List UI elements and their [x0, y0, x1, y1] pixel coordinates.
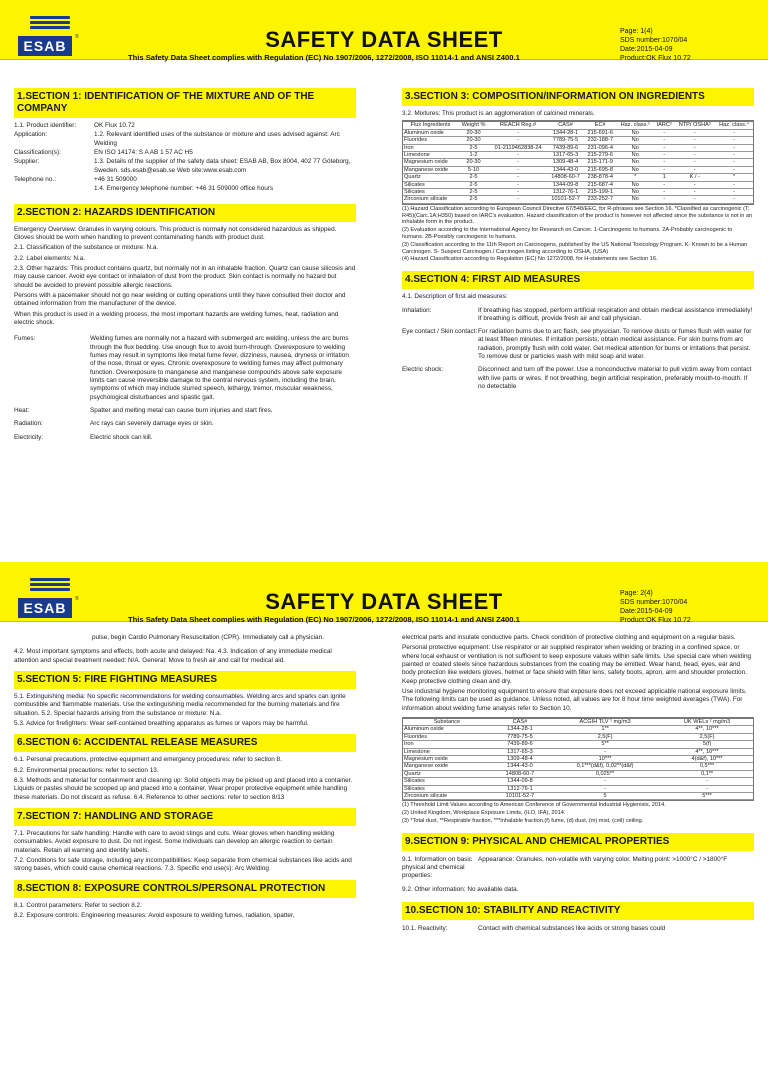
table-row [403, 137, 753, 144]
table-cell: K / - [674, 174, 715, 181]
table-cell: Aluminum oxide [403, 726, 491, 733]
cpr-continuation: pulse, begin Cardio Pulmonary Resuscitation (CPR). Immediately call a physician. [92, 634, 324, 641]
table-cell: 1312-76-1 [547, 188, 584, 195]
table-cell: - [715, 137, 753, 144]
sds-number: SDS number:1070/04 [620, 599, 688, 606]
table-cell: 7439-89-6 [491, 741, 549, 748]
logo-registered-mark: ® [75, 596, 79, 602]
table-cell: 0,5*** [661, 763, 753, 770]
right-column [402, 632, 754, 938]
col-iarc: IARC² [654, 122, 675, 129]
table-cell: - [674, 144, 715, 151]
extinguishing-media-text: 5.1. Extinguishing media: No specific recommendations for welding consumables. Welding arcs and sparks can ignite combustible and flammable materials. Use the extinguishing media recommended for the burning materials and fire situation. 5.2. Special hazards arising from the substance or mixture: N.a. [14, 692, 346, 717]
table-cell: Manganese oxide [403, 763, 491, 770]
table-cell: 215-695-8 [584, 166, 617, 173]
table-cell: 238-878-4 [584, 174, 617, 181]
table-cell: 1344-09-8 [491, 778, 549, 785]
table-cell: 1309-48-4 [491, 755, 549, 762]
table-cell: Magnesium oxide [403, 755, 491, 762]
table-cell: 20-30 [458, 129, 489, 136]
table-cell: - [654, 181, 675, 188]
table-row [403, 174, 753, 181]
protective-clothing-text: electrical parts and insulate conductive parts. Check condition of protective clothing and equipment on a regular basis. [402, 634, 736, 641]
hazard-electricity-row: Electricity: Electric shock can kill. [14, 433, 153, 441]
table-cell: 4**, 10*** [661, 748, 753, 755]
table-cell: 1344-43-0 [491, 763, 549, 770]
exposure-body [403, 726, 753, 800]
table-cell: Iron [403, 144, 458, 151]
table-row [403, 755, 753, 762]
page-gap [0, 512, 768, 562]
table-cell: No [617, 181, 654, 188]
table-cell: - [654, 129, 675, 136]
table-cell: - [674, 159, 715, 166]
table-cell: - [715, 181, 753, 188]
table-cell: Silicates [403, 188, 458, 195]
col-uk-wels: UK WELs ² mg/m3 [661, 718, 753, 725]
table-cell: - [674, 129, 715, 136]
section-9-heading: 9.SECTION 9: PHYSICAL AND CHEMICAL PROPERTIES [402, 833, 754, 851]
table-row [403, 166, 753, 173]
sds-page-1 [0, 0, 768, 512]
table-cell: No [617, 151, 654, 158]
section-4-heading: 4.SECTION 4: FIRST AID MEASURES [402, 271, 754, 289]
mixtures-intro: 3.2. Mixtures: This product is an agglomeration of calcined minerals. [402, 110, 595, 117]
table-cell: No [617, 196, 654, 203]
document-subtitle: This Safety Data Sheet complies with Regulation (EC) No 1907/2006, 1272/2008, ISO 11014-1 and ANSI Z400.1 [128, 53, 520, 62]
table-cell: - [674, 151, 715, 158]
table-cell: 215-279-6 [584, 151, 617, 158]
page-info [620, 589, 691, 625]
col-reach: REACH Reg.# [489, 122, 547, 129]
table-cell: 4**, 10*** [661, 726, 753, 733]
table-row [403, 181, 753, 188]
electric-shock-row: Electric shock: Disconnect and turn off the power. Use a nonconductive material to pull victim away from contact with live parts or wires. If not breathing, begin artificial respiration, preferably mouth-to-mouth. If no detectable [402, 366, 752, 391]
first-aid-intro: 4.1. Description of first aid measures: [402, 293, 508, 301]
table-cell: - [489, 181, 547, 188]
table-cell: 5(f) [661, 741, 753, 748]
table-cell: 1344-43-0 [547, 166, 584, 173]
table-cell: - [715, 196, 753, 203]
table-cell: - [654, 196, 675, 203]
table-row [403, 793, 753, 800]
monitoring-text: Use industrial hygiene monitoring equipment to ensure that exposure does not exceed applicable national exposure limits. The following limits can be used as guidance. Unless noted, all values are for 8 hour time weighted averages (TWA). For information about welding fume analysis refer to Section 10. [402, 687, 747, 712]
application-row: Application: 1.2. Relevant identified uses of the substance or mixture and uses advised against: Arc Welding [14, 131, 340, 147]
table-cell: Silicates [403, 181, 458, 188]
table-cell: - [654, 144, 675, 151]
header-banner [0, 0, 768, 60]
emergency-phone-row: 1.4. Emergency telephone number: +46 31 509000 office hours [94, 185, 274, 193]
table-cell: 1** [549, 726, 661, 733]
section-2-heading: 2.SECTION 2: HAZARDS IDENTIFICATION [14, 204, 356, 222]
section-1-heading: 1.SECTION 1: IDENTIFICATION OF THE MIXTURE AND OF THE COMPANY [14, 88, 356, 118]
table-cell: No [617, 129, 654, 136]
containment-text: 6.3. Methods and material for containment and cleaning up: Solid objects may be picked up and placed into a container. Liquids or pastes should be scooped up and placed into a container. Wear proper protective equipment while handling these materials. Do not discard as refuse. 6.4. Reference to other sections: refer to section 8/13 [14, 776, 353, 801]
table-row [403, 733, 753, 740]
table-cell: - [674, 166, 715, 173]
section-8-heading: 8.SECTION 8: EXPOSURE CONTROLS/PERSONAL PROTECTION [14, 880, 356, 898]
other-information-text: 9.2. Other information: No available data. [402, 885, 519, 893]
table-cell: 0,025** [549, 770, 661, 777]
section-1-body [14, 122, 356, 194]
col-ec: EC# [584, 122, 617, 129]
table-cell: * [617, 174, 654, 181]
exposure-limits-table [403, 718, 753, 800]
table-row [403, 151, 753, 158]
page-info [620, 27, 691, 63]
table-cell: 2-5 [458, 144, 489, 151]
table-cell: 10*** [549, 755, 661, 762]
physical-properties-row: 9.1. Information on basic physical and chemical properties: Appearance: Granules, non-volatile with varying color. Melting point: >1000°C / >1800°F [402, 855, 728, 880]
table-cell: - [674, 181, 715, 188]
col-acgih: ACGIH TLV ¹ mg/m3 [549, 718, 661, 725]
col-haz-class: Haz. class.¹ [617, 122, 654, 129]
table-cell: - [715, 159, 753, 166]
table-cell: - [489, 151, 547, 158]
table-cell: 1-2 [458, 151, 489, 158]
table-cell: 233-252-7 [584, 196, 617, 203]
section-2-body [14, 226, 356, 442]
table-cell: 1344-09-8 [547, 181, 584, 188]
table-cell: - [715, 144, 753, 151]
table-cell: 4(d&f), 10*** [661, 755, 753, 762]
emergency-overview: Emergency Overview: Granules in varying colours. This product is normally not considered hazardous as shipped. Gloves should be worn when handling to prevent contaminating hands with product dust. [14, 225, 337, 241]
table-cell: * [715, 174, 753, 181]
exposure-footnote-2: (2) United Kingdom, Workplace Exposure Limits, (ILO, IFA), 2014. [402, 810, 566, 817]
table-cell: 2-5 [458, 181, 489, 188]
table-cell: - [489, 174, 547, 181]
table-cell: - [549, 785, 661, 792]
table-cell: Iron [403, 741, 491, 748]
table-cell: - [654, 137, 675, 144]
other-hazards-text: 2.3. Other hazards: This product contains quartz, but normally not in an inhalable fraction. Quartz can cause silicosis and may cause cancer. Avoid eye contact or inhalation of dust from the product. Skin contact is normally no hazard but should be avoided to prevent possible allergic reactions. [14, 264, 356, 289]
eye-skin-row: Eye contact / Skin contact: For radiation burns due to arc flash, see physician. To remove dusts or fumes flush with water for at least fifteen minutes. If irritation persists, obtain medical assistance. For skin burns from arc radiation, promptly flush with cold water. Get medical attention for burns or irritations that persist. To remove dust or particles wash with mild soap and water. [402, 328, 752, 361]
welding-hazards-text: When this product is used in a welding process, the most important hazards are welding fumes, heat, radiation and electric shock. [14, 310, 339, 326]
table-cell: - [489, 188, 547, 195]
table-cell: - [674, 137, 715, 144]
table-cell: No [617, 188, 654, 195]
table-cell: No [617, 166, 654, 173]
table-row [403, 770, 753, 777]
table-cell: 5** [549, 741, 661, 748]
table-cell: - [654, 166, 675, 173]
right-column [402, 88, 754, 396]
table-cell: 5 [549, 793, 661, 800]
table-cell: 2,5(F) [549, 733, 661, 740]
classification-text: 2.1. Classification of the substance or mixture: N.a. [14, 244, 159, 252]
table-cell: 1317-65-3 [547, 151, 584, 158]
left-column [14, 88, 356, 447]
supplier-row: Supplier: 1.3. Details of the supplier of the safety data sheet: ESAB AB, Box 8004, 402 77 Göteborg, Sweden. sds.esab@esab.se Web site:www.esab.com [14, 158, 351, 174]
exposure-footnote-1: (1) Threshold Limit Values according to American Conference of Governmental Industrial Hygienists, 2014. [402, 802, 666, 809]
section-10-heading: 10.SECTION 10: STABILITY AND REACTIVITY [402, 902, 754, 920]
table-cell: 215-691-6 [584, 129, 617, 136]
logo-text: ESAB [18, 36, 72, 56]
control-parameters-text: 8.1. Control parameters: Refer to section 8.2. [14, 901, 142, 909]
reactivity-row: 10.1. Reactivity: Contact with chemical substances like acids or strong bases could [402, 925, 666, 933]
ingredients-table-wrap [402, 120, 754, 204]
table-row [403, 196, 753, 203]
table-cell: 10101-52-7 [547, 196, 584, 203]
table-cell: 0,1** [661, 770, 753, 777]
table-cell: 1309-48-4 [547, 159, 584, 166]
hazard-fumes-row: Fumes: Welding fumes are normally not a hazard with submerged arc welding, unless the arc burns through the flux bedding. Use enough flux to avoid burn-through. Overexposure to welding fumes may result in symptoms like metal fume fever, dizziness, nausea, dryness or irritation of the nose, throat or eyes. Chronic overexposure to welding fumes may affect pulmonary function. Overexposure to manganese and manganese compounds above safe exposure limits can cause irreversible damage to the central nervous system, including the brain, symptoms of which may include slurred speech, lethargy, tremor, muscular weakness, psychological disturbances and spastic gait. [14, 335, 349, 401]
section-3-heading: 3.SECTION 3: COMPOSITION/INFORMATION ON INGREDIENTS [402, 88, 754, 106]
ppe-text: Personal protective equipment: Use respirator or air supplied respirator when welding or brazing in a confined space, or where local exhaust or ventilation is not sufficient to keep exposure values within safe limits. Use special care when welding painted or coated steels since hazardous substances from the coating may be emitted. Wear hand, head, eyes, ear and body protection like welders gloves, helmet or face shield with filter lens, safety boots, apron, arm and shoulder protection. Keep protective clothing clean and dry. [402, 644, 752, 685]
table-row [403, 748, 753, 755]
hazard-radiation-row: Radiation: Arc rays can severely damage eyes or skin. [14, 420, 214, 428]
table-cell: 7789-75-5 [491, 733, 549, 740]
product-identifier-row: 1.1. Product identifier: OK Flux 10.72 [14, 122, 135, 129]
inhalation-row: Inhalation: If breathing has stopped, perform artificial respiration and obtain medical assistance immediately! If breathing is difficult, provide fresh air and call physician. [402, 306, 753, 322]
table-cell: 20-30 [458, 137, 489, 144]
table-row [403, 726, 753, 733]
footnote-2: (2) Evaluation according to the International Agency for Research on Cancer. 1-Carcinogenic to humans. 2A-Probably carcinogenic to humans. 2B-Possibly carcinogenic to humans. [402, 227, 733, 240]
table-cell: 2,5(F) [661, 733, 753, 740]
footnote-4: (4) Hazard Classification according to Regulation (EC) No 1272/2008, for H-statements see Section 16. [402, 256, 658, 263]
table-cell: - [654, 151, 675, 158]
section-5-heading: 5.SECTION 5: FIRE FIGHTING MEASURES [14, 671, 356, 689]
table-cell: - [661, 778, 753, 785]
table-cell: 231-096-4 [584, 144, 617, 151]
document-title: SAFETY DATA SHEET [265, 589, 503, 614]
table-cell: Silicates [403, 785, 491, 792]
table-cell: 215-199-1 [584, 188, 617, 195]
hazard-heat-row: Heat: Spatter and melting metal can cause burn injuries and start fires. [14, 406, 273, 414]
table-cell: 7789-75-5 [547, 137, 584, 144]
table-cell: - [654, 188, 675, 195]
sds-page-2 [0, 562, 768, 1074]
exposure-header-row [403, 718, 753, 725]
table-cell: - [715, 188, 753, 195]
ingredients-header-row [403, 122, 753, 129]
table-cell: 7439-89-6 [547, 144, 584, 151]
table-cell: 215-171-9 [584, 159, 617, 166]
table-cell: - [489, 166, 547, 173]
table-row [403, 159, 753, 166]
table-cell: 232-188-7 [584, 137, 617, 144]
exposure-footnote-3: (3) *Total dust, **Respirable fraction, ***Inhalable fraction.(f) fume, (d) dust, (m) mist, (ceil) ceiling. [402, 818, 644, 825]
col-substance: Substance [403, 718, 491, 725]
exposure-controls-text: 8.2. Exposure controls: Engineering measures: Avoid exposure to welding fumes, radiation, spatter, [14, 911, 295, 919]
left-column [14, 632, 356, 922]
col-flux-ingredients: Flux Ingredients [403, 122, 458, 129]
table-row [403, 778, 753, 785]
table-cell: - [489, 159, 547, 166]
table-cell: Zirconium silicate [403, 793, 491, 800]
table-cell: 20-30 [458, 159, 489, 166]
section-6-heading: 6.SECTION 6: ACCIDENTAL RELEASE MEASURES [14, 734, 356, 752]
table-cell: 14808-60-7 [547, 174, 584, 181]
table-cell: Magnesium oxide [403, 159, 458, 166]
safe-storage-text: 7.2. Conditions for safe storage, including any incompatibilities: Keep separate from chemical substances like acids and strong bases, which could cause chemical reactions. 7.3. Specific end use(s): Arc Welding [14, 856, 352, 873]
table-cell: - [654, 159, 675, 166]
section-7-heading: 7.SECTION 7: HANDLING AND STORAGE [14, 808, 356, 826]
table-cell: 1344-28-1 [547, 129, 584, 136]
table-cell: 1312-76-1 [491, 785, 549, 792]
table-cell: No [617, 144, 654, 151]
ingredients-table [403, 121, 753, 203]
table-cell: 10101-52-7 [491, 793, 549, 800]
col-cas: CAS# [547, 122, 584, 129]
table-cell: 1344-28-1 [491, 726, 549, 733]
sds-product: Product:OK Flux 10.72 [620, 617, 691, 624]
table-cell: 5*** [661, 793, 753, 800]
table-cell: - [489, 137, 547, 144]
header-banner [0, 562, 768, 622]
table-cell: 2-5 [458, 174, 489, 181]
table-cell: 1317-65-3 [491, 748, 549, 755]
table-cell: No [617, 137, 654, 144]
table-cell: 01-2119462838-24 [489, 144, 547, 151]
table-row [403, 129, 753, 136]
table-cell: Manganese oxide [403, 166, 458, 173]
table-cell: 0,1***(d&f), 0,02**(d&f) [549, 763, 661, 770]
sds-date: Date:2015-04-09 [620, 46, 673, 53]
table-cell: Quartz [403, 174, 458, 181]
table-cell: 2-5 [458, 196, 489, 203]
logo-registered-mark: ® [75, 34, 79, 40]
footnote-3: (3) Classification according to the 11th Report on Carcinogens, published by the US National Toxicology Program. K- Known to be a Human Carcinogen. S- Suspect Carcinogen./ Carcinogen listing according to OSHA, (USA) [402, 241, 748, 255]
document-title: SAFETY DATA SHEET [265, 27, 503, 52]
environmental-precautions-text: 6.2. Environmental precautions: refer to section 13. [14, 766, 159, 774]
table-cell: Silicates [403, 778, 491, 785]
table-cell: 2-5 [458, 188, 489, 195]
table-cell: - [489, 196, 547, 203]
sds-product: Product:OK Flux 10.72 [620, 55, 691, 62]
table-cell: - [674, 196, 715, 203]
table-row [403, 763, 753, 770]
table-cell: Fluorides [403, 137, 458, 144]
personal-precautions-text: 6.1. Personal precautions, protective equipment and emergency procedures: refer to section 8. [14, 756, 282, 764]
table-cell: Limestone [403, 151, 458, 158]
exposure-table-wrap [402, 717, 754, 801]
table-cell: 14808-60-7 [491, 770, 549, 777]
document-subtitle: This Safety Data Sheet complies with Regulation (EC) No 1907/2006, 1272/2008, ISO 11014-1 and ANSI Z400.1 [128, 615, 520, 624]
table-cell: Aluminum oxide [403, 129, 458, 136]
firefighter-advice-text: 5.3. Advice for firefighters: Wear self-contained breathing apparatus as fumes or vapors may be harmful. [14, 719, 309, 727]
table-cell: Fluorides [403, 733, 491, 740]
table-row [403, 785, 753, 792]
sds-date: Date:2015-04-09 [620, 608, 673, 615]
table-row [403, 741, 753, 748]
page-number: Page: 2(4) [620, 590, 653, 597]
ingredients-body [403, 129, 753, 203]
col-weight: Weight % [458, 122, 489, 129]
label-elements-text: 2.2. Label elements: N.a. [14, 254, 86, 262]
table-cell: Quartz [403, 770, 491, 777]
table-cell: No [617, 159, 654, 166]
table-cell: - [715, 129, 753, 136]
footnote-1: (1) Hazard Classification according to European Council Directive 67/548/EEC, for R-phrases see Section 16. *Classified as carcinogenic (T; R45)(Carc.1A;H350) based on IARC's evaluation. Hazard classification of the product is however not affected since the substance is not in an inhalable form in the product. [402, 205, 753, 226]
table-cell: Limestone [403, 748, 491, 755]
table-row [403, 188, 753, 195]
table-cell: - [661, 785, 753, 792]
classification-row: Classification(s): EN ISO 14174: S A AB 1 57 AC H5 [14, 148, 193, 156]
col-haz-class-2: Haz. class.⁴ [715, 122, 753, 129]
table-cell: - [715, 166, 753, 173]
table-cell: 215-687-4 [584, 181, 617, 188]
col-ntp-osha: NTP/ OSHA³ [674, 122, 715, 129]
table-cell: 5-10 [458, 166, 489, 173]
col-cas: CAS# [491, 718, 549, 725]
table-cell: - [549, 778, 661, 785]
table-cell: 1 [654, 174, 675, 181]
table-cell: Zirconium silicate [403, 196, 458, 203]
sds-number: SDS number:1070/04 [620, 37, 688, 44]
telephone-row: Telephone no.: +46 31 509000 [14, 175, 137, 183]
safe-handling-text: 7.1. Precautions for safe handling: Handle with care to avoid stings and cuts. Wear gloves when handling welding consumables. Avoid exposure to dust. Do not ingest. Some individuals can develop an allergic reaction to certain materials. Retain all warning and identity labels. [14, 829, 335, 854]
table-row [403, 144, 753, 151]
symptoms-text: 4.2. Most important symptoms and effects, both acute and delayed: Na. 4.3. Indication of any immediate medical attention and special treatment needed: N/A. General: Move to fresh air and call for medical aid. [14, 648, 332, 664]
table-cell: - [489, 129, 547, 136]
logo-text: ESAB [18, 598, 72, 618]
table-cell: - [674, 188, 715, 195]
page-number: Page: 1(4) [620, 28, 653, 35]
pacemaker-text: Persons with a pacemaker should not go near welding or cutting operations until they have consulted their doctor and obtained information from the manufacturer of the device. [14, 291, 346, 308]
table-cell: - [549, 748, 661, 755]
table-cell: - [715, 151, 753, 158]
